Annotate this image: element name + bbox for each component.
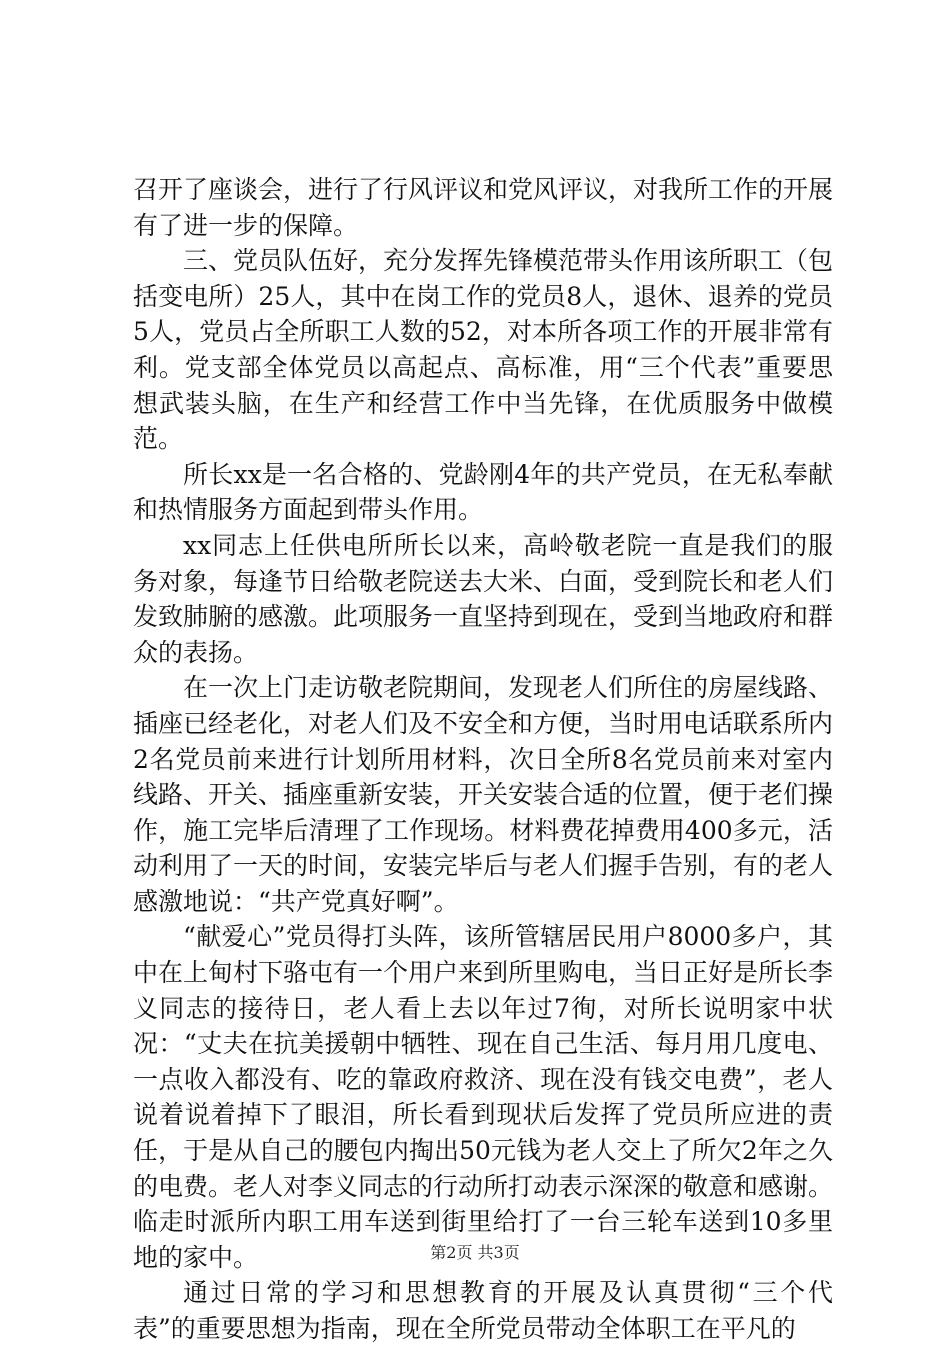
document-body <box>133 172 833 1347</box>
paragraph-1: 召开了座谈会，进行了行风评议和党风评议，对我所工作的开展有了进一步的保障。 <box>133 175 834 240</box>
paragraph-4: xx同志上任供电所所长以来，高岭敬老院一直是我们的服务对象，每逢节日给敬老院送去大米、白面，受到院长和老人们发致肺腑的感激。此项服务一直坚持到现在，受到当地政府和群众的表扬。 <box>133 530 834 667</box>
paragraph-7: 通过日常的学习和思想教育的开展及认真贯彻“三个代表”的重要思想为指南，现在全所党员带动全体职工在平凡的 <box>133 1278 833 1343</box>
paragraph-3: 所长xx是一名合格的、党龄刚4年的共产党员，在无私奉献和热情服务方面起到带头作用。 <box>133 459 833 525</box>
paragraph-5: 在一次上门走访敬老院期间，发现老人们所住的房屋线路、插座已经老化，对老人们及不安全和方便，当时用电话联系所内2名党员前来进行计划所用材料，次日全所8名党员前来对室内线路、开关、插座重新安装，开关安装合适的位置，便于老们操作，施工完毕后清理了工作现场。材料费花掉费用400多元，活动利用了一天的时间，安装完毕后与老人们握手告别，有的老人感激地说：“共产党真好啊”。 <box>133 673 834 916</box>
paragraph-2: 三、党员队伍好，充分发挥先锋模范带头作用该所职工（包括变电所）25人，其中在岗工作的党员8人，退休、退养的党员5人，党员占全所职工人数的52，对本所各项工作的开展非常有利。党支部全体党员以高起点、高标准，用“三个代表”重要思想武装头脑，在生产和经营工作中当先锋，在优质服务中做模范。 <box>133 246 834 454</box>
page-footer <box>0 1242 950 1264</box>
page-number: 第2页 共3页 <box>430 1243 520 1262</box>
paragraph-6: “献爱心”党员得打头阵，该所管辖居民用户8000多户，其中在上甸村下骆屯有一个用户来到所里购电，当日正好是所长李义同志的接待日，老人看上去以年过7徇，对所长说明家中状况：“丈夫在抗美援朝中牺牲、现在自己生活、每月用几度电、一点收入都没有、吃的靠政府救济、现在没有钱交电费”，老人说着说着掉下了眼泪，所长看到现状后发挥了党员所应进的责任，于是从自己的腰包内掏出50元钱为老人交上了所欠2年之久的电费。老人对李义同志的行动所打动表示深深的敬意和感谢。临走时派所内职工用车送到街里给打了一台三轮车送到10多里地的家中。 <box>133 922 834 1272</box>
